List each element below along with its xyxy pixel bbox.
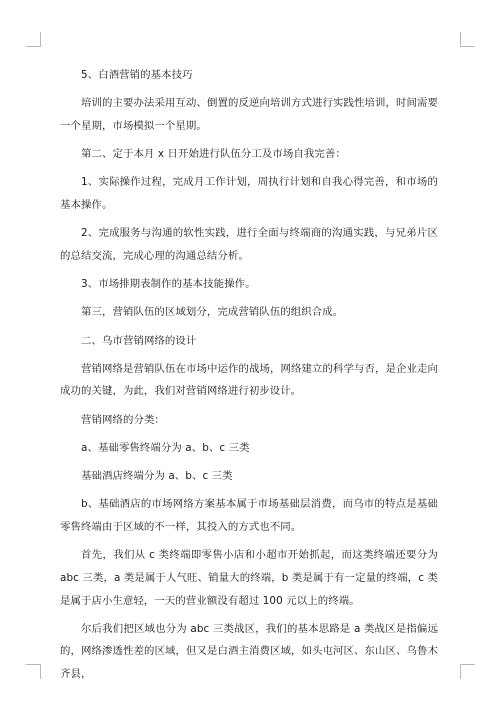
paragraph: 3、市场排期表制作的基本技能操作。 [81,278,256,291]
paragraph: 营销网络的分类： [81,413,165,426]
document-body [60,64,438,691]
paragraph: 基础酒店终端分为 a、b、c 三类 [81,470,233,483]
paragraph: 第三，营销队伍的区域划分，完成营销队伍的组织合成。 [81,306,344,319]
crop-mark-bottom-right [460,664,475,679]
paragraph: b、基础酒店的市场网络方案基本属于市场基础层消费，而乌市的特点是基础零售终端由于区域的不一样，其投入的方式也不同。 [60,498,438,533]
paragraph: a、基础零售终端分为 a、b、c 三类 [81,441,250,454]
paragraph: 培训的主要办法采用互动、倒置的反逆向培训方式进行实践性培训，时间需要一个星期，市场模拟一个星期。 [60,97,438,132]
paragraph: 1、实际操作过程，完成月工作计划，周执行计划和自我心得完善，和市场的基本操作。 [60,176,438,212]
paragraph: 营销网络是营销队伍在市场中运作的战场，网络建立的科学与否，是企业走向成功的关键，为此，我们对营销网络进行初步设计。 [60,362,438,398]
paragraph: 第二、定于本月 x 日开始进行队伍分工及市场自我完善： [81,148,346,161]
crop-mark-top-left [26,32,41,47]
crop-mark-bottom-left [26,664,41,679]
section-heading: 5、白酒营销的基本技巧 [81,69,193,81]
section-heading: 二、乌市营销网络的设计 [81,334,197,347]
paragraph: 2、完成服务与沟通的软性实践，进行全面与终端商的沟通实践，与兄弟片区的总结交流，完成心理的沟通总结分析。 [60,227,438,262]
crop-mark-top-right [460,32,475,47]
paragraph: 尔后我们把区域也分为 abc 三类战区，我们的基本思路是 a 类战区是指偏远的，网络渗透性差的区域，但又是白酒主消费区域，如头屯河区、东山区、乌鲁木齐县， [60,622,438,681]
paragraph: 首先，我们从 c 类终端即零售小店和小超市开始抓起，而这类终端还要分为 abc 三类，a 类是属于人气旺、销量大的终端，b 类是属于有一定量的终端，c 类是属于店小生意轻，一天的营业额没有超过 100 元以上的终端。 [60,549,438,607]
